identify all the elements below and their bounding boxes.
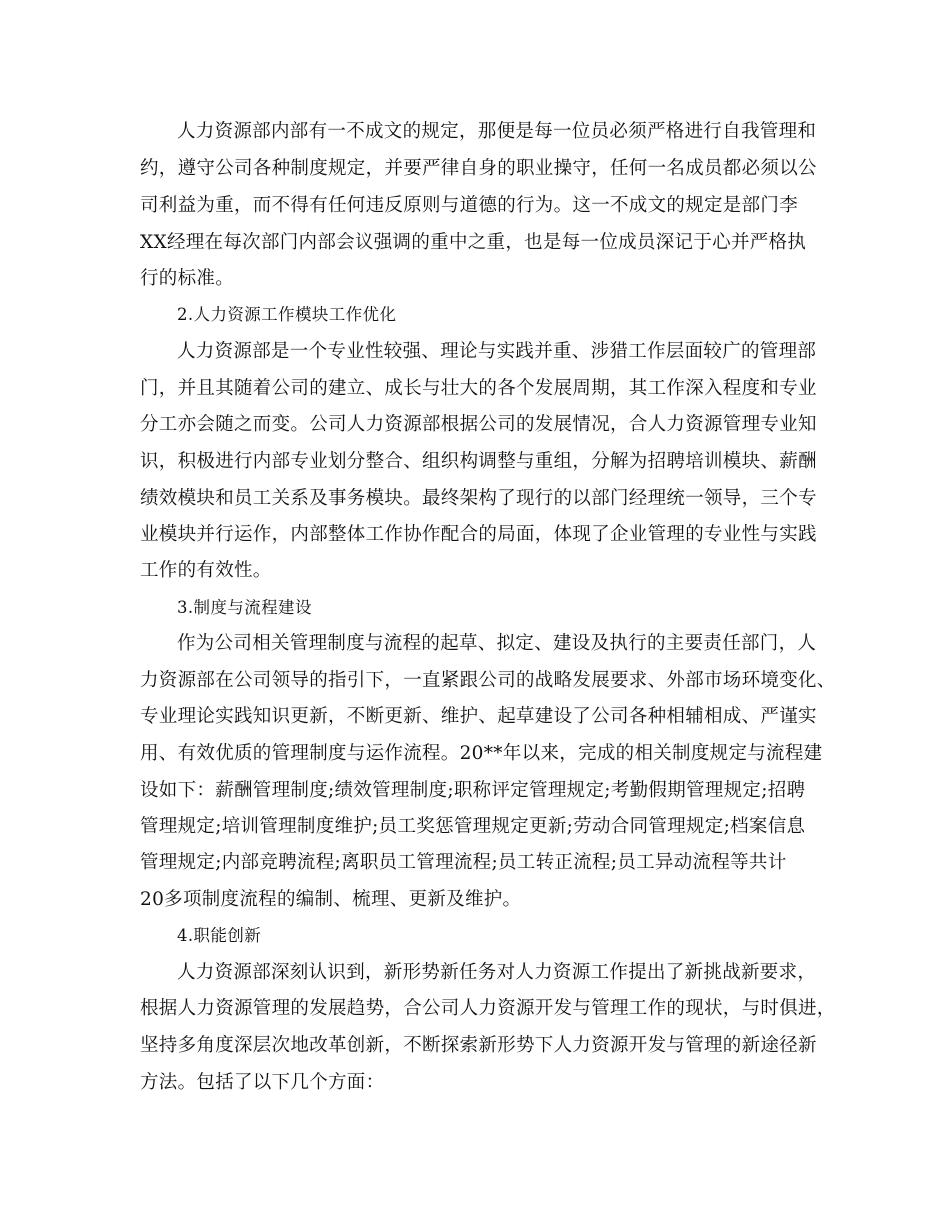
paragraph-2-line-6: 业模块并行运作，内部整体工作协作配合的局面，体现了企业管理的专业性与实践 [140,524,817,545]
paragraph-3-line-4: 用、有效优质的管理制度与运作流程。20**年以来，完成的相关制度规定与流程建 [140,743,823,764]
section-heading-4: 4.职能创新 [177,926,262,945]
paragraph-1-line-3: 司利益为重，而不得有任何违反原则与道德的行为。这一不成文的规定是部门李 [140,195,799,216]
paragraph-3-line-2: 力资源部在公司领导的指引下，一直紧跟公司的战略发展要求、外部市场环境变化、 [140,670,836,691]
paragraph-3-line-1: 作为公司相关管理制度与流程的起草、拟定、建设及执行的主要责任部门，人 [177,633,817,654]
paragraph-2-line-5: 绩效模块和员工关系及事务模块。最终架构了现行的以部门经理统一领导，三个专 [140,488,817,509]
paragraph-1-line-4: XX经理在每次部门内部会议强调的重中之重，也是每一位成员深记于心并严格执 [140,232,807,253]
section-heading-2: 2.人力资源工作模块工作优化 [177,305,397,324]
paragraph-2-line-1: 人力资源部是一个专业性较强、理论与实践并重、涉猎工作层面较广的管理部 [177,341,817,362]
paragraph-3-line-6: 管理规定;培训管理制度维护;员工奖惩管理规定更新;劳动合同管理规定;档案信息 [140,816,806,837]
paragraph-2-line-4: 识，积极进行内部专业划分整合、组织构调整与重组，分解为招聘培训模块、薪酬 [140,451,817,472]
paragraph-2-line-2: 门，并且其随着公司的建立、成长与壮大的各个发展周期，其工作深入程度和专业 [140,378,817,399]
paragraph-3-line-3: 专业理论实践知识更新，不断更新、维护、起草建设了公司各种相辅相成、严谨实 [140,706,817,727]
section-heading-3: 3.制度与流程建设 [177,598,312,617]
paragraph-3-line-5: 设如下：薪酬管理制度;绩效管理制度;职称评定管理规定;考勤假期管理规定;招聘 [140,780,806,801]
paragraph-2-line-3: 分工亦会随之而变。公司人力资源部根据公司的发展情况，合人力资源管理专业知 [140,414,817,435]
paragraph-2-line-7: 工作的有效性。 [140,560,272,581]
paragraph-1-line-1: 人力资源部内部有一不成文的规定，那便是每一位员必须严格进行自我管理和 [177,121,817,142]
paragraph-3-line-7: 管理规定;内部竞聘流程;离职员工管理流程;员工转正流程;员工异动流程等共计 [140,852,787,873]
paragraph-4-line-4: 方法。包括了以下几个方面： [140,1072,385,1093]
paragraph-4-line-2: 根据人力资源管理的发展趋势，合公司人力资源开发与管理工作的现状，与时俱进， [140,998,836,1019]
paragraph-4-line-1: 人力资源部深刻认识到，新形势新任务对人力资源工作提出了新挑战新要求， [177,962,817,983]
paragraph-4-line-3: 坚持多角度深层次地改革创新，不断探索新形势下人力资源开发与管理的新途径新 [140,1035,817,1056]
paragraph-3-line-8: 20多项制度流程的编制、梳理、更新及维护。 [140,889,522,910]
paragraph-1-line-5: 行的标准。 [140,268,235,289]
paragraph-1-line-2: 约，遵守公司各种制度规定，并要严律自身的职业操守，任何一名成员都必须以公 [140,158,817,179]
